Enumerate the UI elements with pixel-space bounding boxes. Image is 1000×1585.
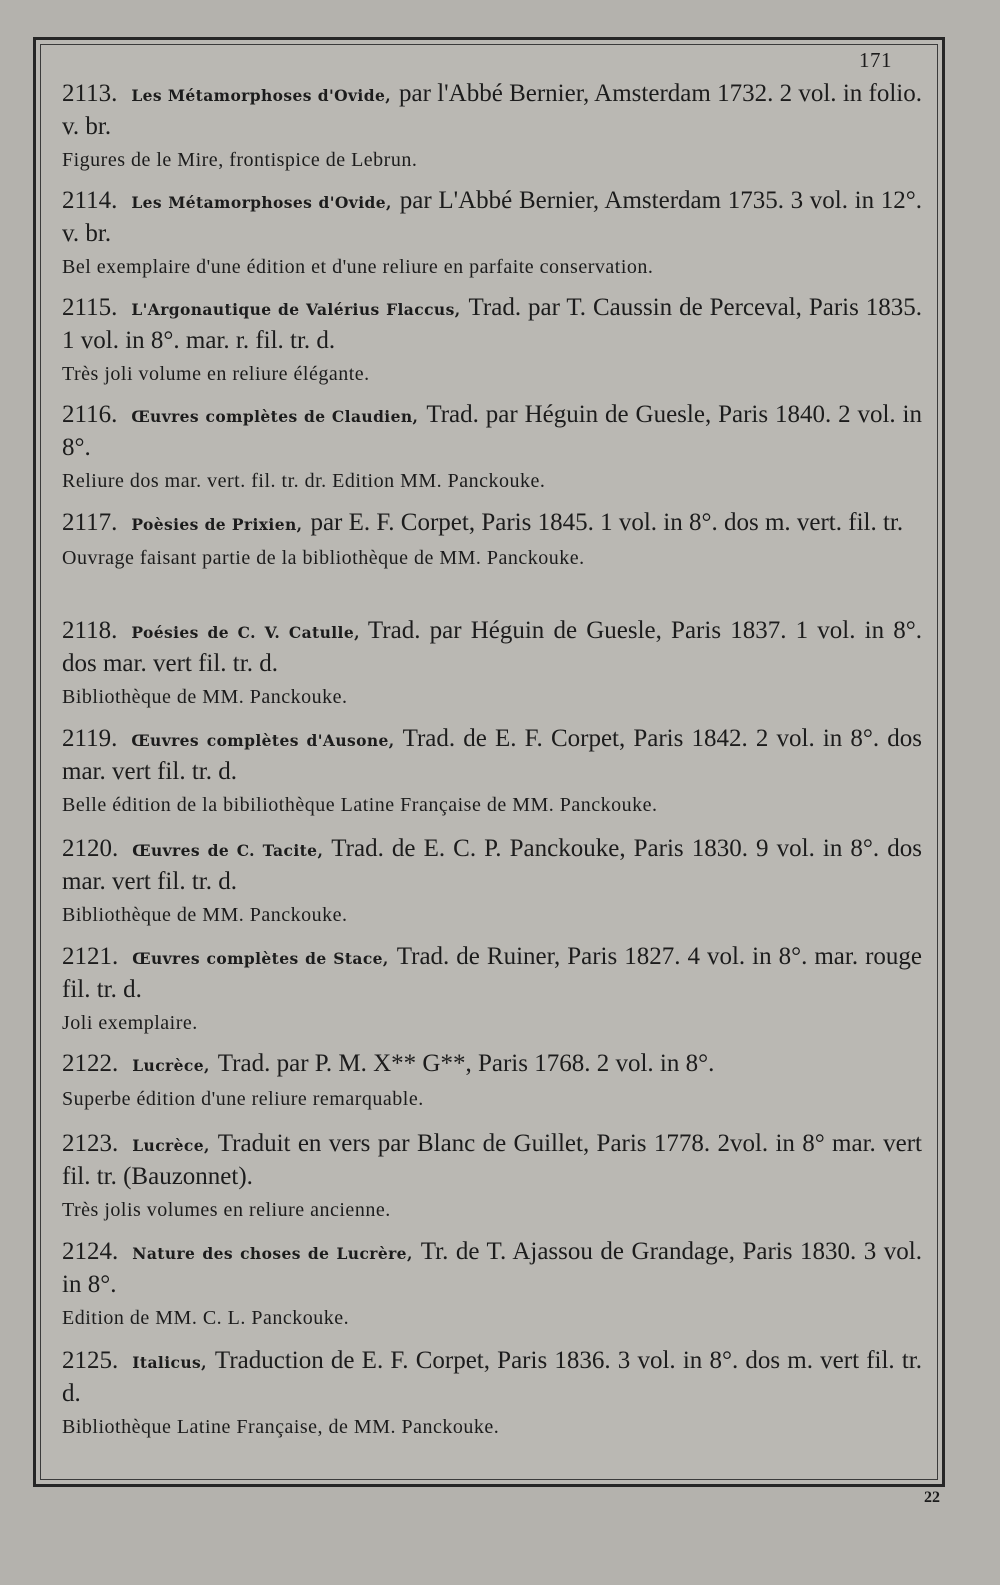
page-number: 171 xyxy=(859,48,892,72)
entry-title: Italicus, xyxy=(132,1353,207,1372)
entry-note: Bibliothèque Latine Française, de MM. Panckouke. xyxy=(62,1416,500,1438)
entry-main-text xyxy=(62,78,922,142)
entry-number: 2113. xyxy=(62,80,118,107)
catalogue-entry-2120 xyxy=(62,833,922,928)
entry-main-text xyxy=(62,399,922,463)
entry-details: Trad. de Ruiner, Paris 1827. 4 vol. in 8°. mar. rouge fil. tr. d. xyxy=(62,943,923,1003)
catalogue-entry-2116 xyxy=(62,399,922,494)
entry-note: Belle édition de la bibiliothèque Latine Française de MM. Panckouke. xyxy=(62,794,658,816)
entry-details: par E. F. Corpet, Paris 1845. 1 vol. in 8°. dos m. vert. fil. tr. xyxy=(310,509,904,536)
entry-main-text xyxy=(62,833,922,897)
entry-main-text xyxy=(62,723,922,787)
entry-title: Œuvres complètes d'Ausone, xyxy=(131,731,395,750)
catalogue-entry-2118 xyxy=(62,615,922,710)
entry-number: 2122. xyxy=(62,1050,119,1077)
entry-main-text xyxy=(62,1236,922,1300)
entry-note: Reliure dos mar. vert. fil. tr. dr. Edition MM. Panckouke. xyxy=(62,470,546,492)
entry-main-text xyxy=(62,292,922,356)
entry-number: 2119. xyxy=(62,725,118,752)
entry-title: Les Métamorphoses d'Ovide, xyxy=(131,86,392,105)
entry-note: Joli exemplaire. xyxy=(62,1012,198,1034)
entry-title: Poésies de C. V. Catulle, xyxy=(131,623,360,642)
entry-main-text xyxy=(62,507,922,540)
entry-details: Traduit en vers par Blanc de Guillet, Paris 1778. 2vol. in 8° mar. vert fil. tr. (Bauzonnet). xyxy=(62,1130,922,1190)
entry-note: Bibliothèque de MM. Panckouke. xyxy=(62,686,348,708)
entry-note: Superbe édition d'une reliure remarquable. xyxy=(62,1088,424,1110)
entry-details: Traduction de E. F. Corpet, Paris 1836. 3 vol. in 8°. dos m. vert fil. tr. d. xyxy=(62,1347,922,1407)
entry-note: Bel exemplaire d'une édition et d'une reliure en parfaite conservation. xyxy=(62,256,654,278)
entry-note: Bibliothèque de MM. Panckouke. xyxy=(62,904,348,926)
entry-note: Figures de le Mire, frontispice de Lebrun. xyxy=(62,149,418,171)
entry-number: 2115. xyxy=(62,294,118,321)
entry-details: Trad. par Héguin de Guesle, Paris 1837. 1 vol. in 8°. dos mar. vert fil. tr. d. xyxy=(62,617,922,677)
entry-details: Trad. par T. Caussin de Perceval, Paris 1835. 1 vol. in 8°. mar. r. fil. tr. d. xyxy=(62,294,922,354)
entry-title: Œuvres complètes de Claudien, xyxy=(131,407,419,426)
catalogue-entry-2115 xyxy=(62,292,922,387)
entry-main-text xyxy=(62,1048,922,1081)
entry-note: Ouvrage faisant partie de la bibliothèque de MM. Panckouke. xyxy=(62,547,585,569)
catalogue-entry-2124 xyxy=(62,1236,922,1331)
entry-number: 2121. xyxy=(62,943,119,970)
entry-number: 2125. xyxy=(62,1347,119,1374)
catalogue-entry-2113 xyxy=(62,78,922,173)
entry-details: Trad. de E. C. P. Panckouke, Paris 1830. 9 vol. in 8°. dos mar. vert fil. tr. d. xyxy=(62,835,922,895)
entry-number: 2118. xyxy=(62,617,118,644)
entry-note: Très joli volume en reliure élégante. xyxy=(62,363,370,385)
catalogue-entry-2117 xyxy=(62,507,922,571)
entry-main-text xyxy=(62,1345,922,1409)
entry-title: Poèsies de Prixien, xyxy=(131,515,303,534)
entry-number: 2124. xyxy=(62,1238,119,1265)
entry-number: 2117. xyxy=(62,509,118,536)
entry-title: Lucrèce, xyxy=(132,1056,210,1075)
entry-main-text xyxy=(62,941,922,1005)
entry-number: 2114. xyxy=(62,187,118,214)
entry-details: par l'Abbé Bernier, Amsterdam 1732. 2 vol. in folio. v. br. xyxy=(62,80,922,140)
entry-details: Trad. de E. F. Corpet, Paris 1842. 2 vol. in 8°. dos mar. vert fil. tr. d. xyxy=(62,725,923,785)
catalogue-entry-2121 xyxy=(62,941,922,1036)
entry-details: Tr. de T. Ajassou de Grandage, Paris 1830. 3 vol. in 8°. xyxy=(62,1238,922,1298)
catalogue-entry-2114 xyxy=(62,185,922,280)
entry-main-text xyxy=(62,1128,922,1192)
entry-main-text xyxy=(62,615,922,679)
entry-note: Edition de MM. C. L. Panckouke. xyxy=(62,1307,350,1329)
entry-number: 2116. xyxy=(62,401,118,428)
catalogue-entry-2123 xyxy=(62,1128,922,1223)
entry-title: L'Argonautique de Valérius Flaccus, xyxy=(131,300,461,319)
entry-details: Trad. par P. M. X** G**, Paris 1768. 2 vol. in 8°. xyxy=(217,1050,715,1077)
catalogue-entry-2125 xyxy=(62,1345,922,1440)
entry-title: Les Métamorphoses d'Ovide, xyxy=(131,193,392,212)
entry-title: Œuvres complètes de Stace, xyxy=(132,949,389,968)
entry-details: Trad. par Héguin de Guesle, Paris 1840. 2 vol. in 8°. xyxy=(62,401,922,461)
entry-title: Lucrèce, xyxy=(132,1136,210,1155)
entry-title: Nature des choses de Lucrère, xyxy=(132,1244,413,1263)
sheet-number: 22 xyxy=(924,1489,940,1506)
entry-number: 2123. xyxy=(62,1130,119,1157)
catalogue-entry-2119 xyxy=(62,723,922,818)
entry-main-text xyxy=(62,185,922,249)
entry-note: Très jolis volumes en reliure ancienne. xyxy=(62,1199,391,1221)
entry-number: 2120. xyxy=(62,835,119,862)
entry-details: par L'Abbé Bernier, Amsterdam 1735. 3 vol. in 12°. v. br. xyxy=(62,187,922,247)
entry-title: Œuvres de C. Tacite, xyxy=(132,841,324,860)
catalogue-entry-2122 xyxy=(62,1048,922,1112)
